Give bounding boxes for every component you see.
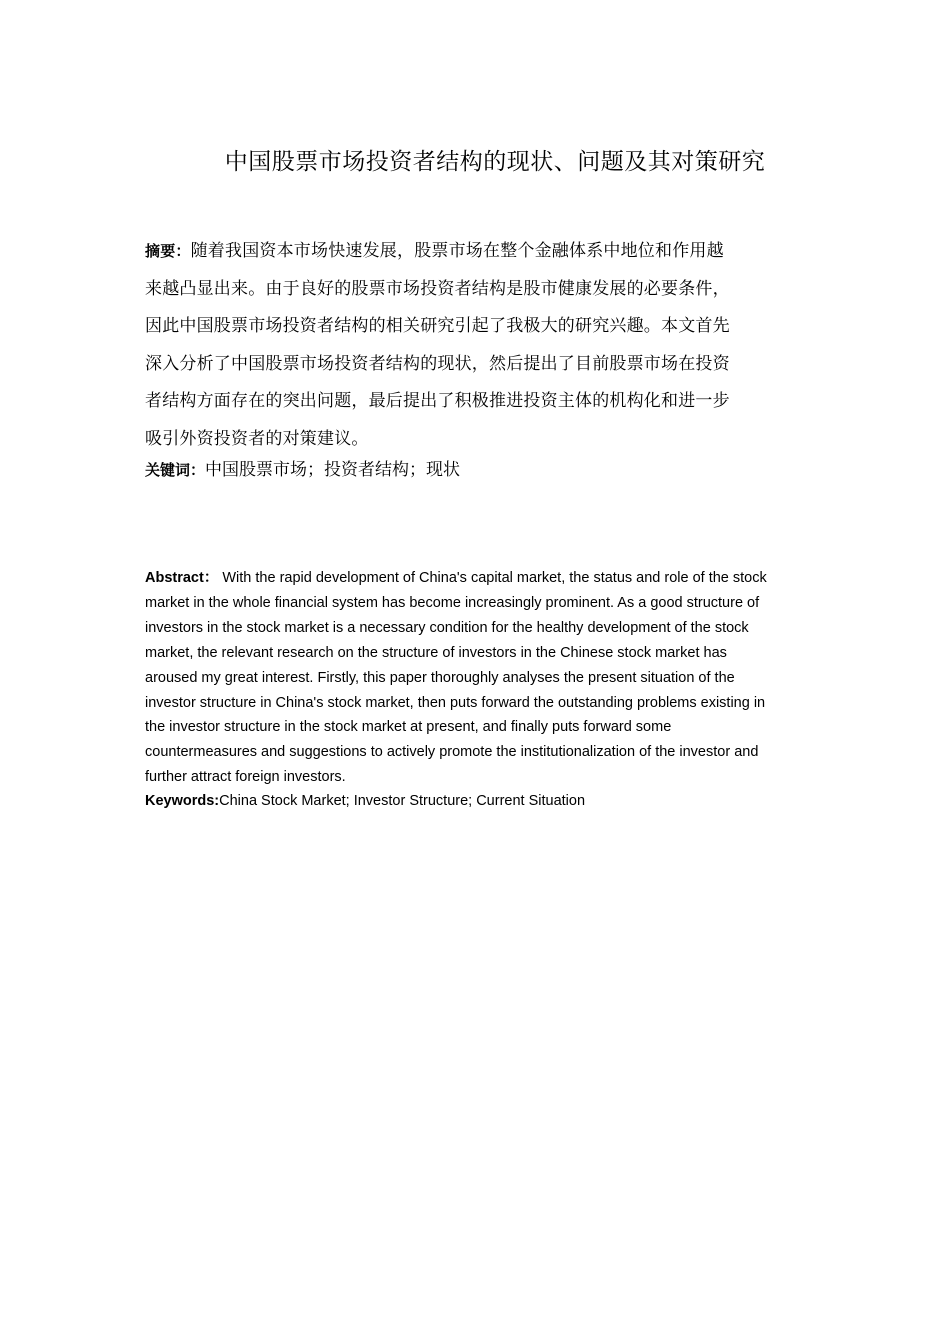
english-abstract-line: further attract foreign investors. — [145, 769, 346, 786]
english-abstract-line: investor structure in China's stock market, then puts forward the outstanding problems existing in — [145, 694, 766, 711]
english-keywords-text: China Stock Market; Investor Structure; Current Situation — [219, 793, 586, 809]
english-abstract-text: With the rapid development of China's capital market, the status and role of the stock — [218, 570, 767, 586]
english-abstract-line: market in the whole financial system has become increasingly prominent. As a good structure of — [145, 594, 760, 611]
english-abstract-line — [145, 566, 813, 591]
english-keywords — [145, 789, 813, 814]
chinese-keywords-label: 关键词： — [145, 461, 206, 479]
chinese-abstract-line: 来越凸显出来。由于良好的股票市场投资者结构是股市健康发展的必要条件， — [145, 278, 730, 299]
paper-title: 中国股票市场投资者结构的现状、问题及其对策研究 — [224, 149, 766, 175]
chinese-abstract-label: 摘要： — [145, 242, 191, 260]
chinese-abstract-line: 者结构方面存在的突出问题，最后提出了积极推进投资主体的机构化和进一步 — [145, 391, 730, 411]
chinese-keywords — [145, 456, 805, 484]
english-abstract — [145, 566, 813, 790]
english-abstract-line: investors in the stock market is a necessary condition for the healthy development of the stock — [145, 619, 749, 636]
english-abstract-line: countermeasures and suggestions to actively promote the institutionalization of the investor and — [145, 744, 759, 761]
english-abstract-line: aroused my great interest. Firstly, this paper thoroughly analyses the present situation of the — [145, 669, 735, 686]
chinese-abstract-line: 吸引外资投资者的对策建议。 — [145, 428, 369, 449]
english-abstract-line: market, the relevant research on the structure of investors in the Chinese stock market has — [145, 644, 727, 661]
english-keywords-label: Keywords: — [145, 793, 220, 809]
chinese-abstract-text: 随着我国资本市场快速发展，股票市场在整个金融体系中地位和作用越 — [190, 241, 724, 261]
chinese-abstract-line: 因此中国股票市场投资者结构的相关研究引起了我极大的研究兴趣。本文首先 — [145, 316, 730, 336]
english-abstract-line: the investor structure in the stock market at present, and finally puts forward some — [145, 719, 672, 736]
chinese-abstract — [145, 233, 805, 458]
chinese-keywords-text: 中国股票市场；投资者结构；现状 — [205, 460, 461, 480]
english-abstract-label: Abstract： — [145, 570, 219, 586]
chinese-abstract-line: 深入分析了中国股票市场投资者结构的现状，然后提出了目前股票市场在投资 — [145, 353, 730, 374]
chinese-abstract-line — [145, 233, 805, 271]
